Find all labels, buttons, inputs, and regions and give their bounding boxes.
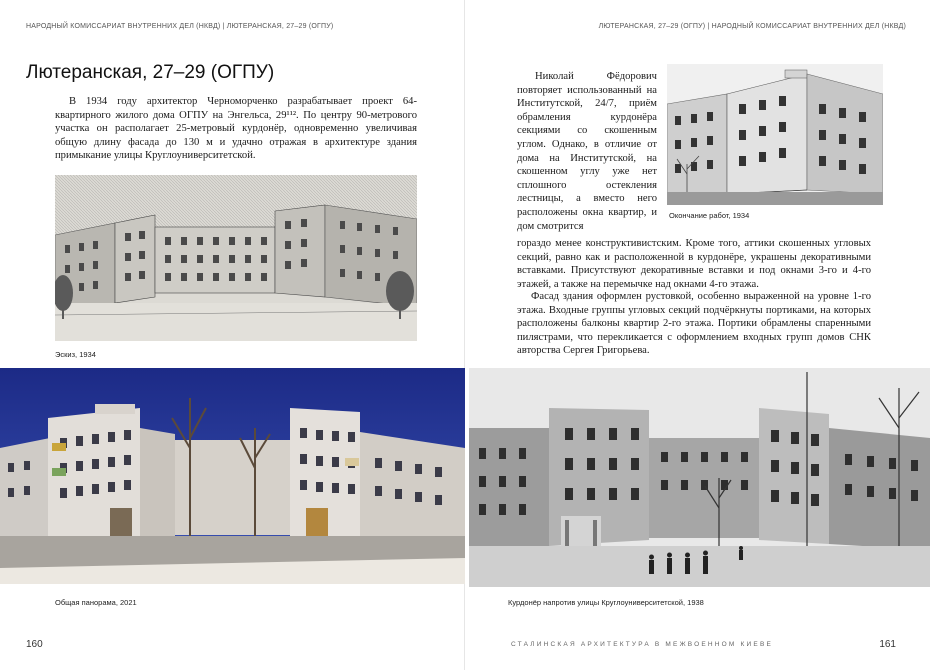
panorama-caption: Общая панорама, 2021 — [55, 598, 137, 607]
right-paragraph-1-continued: гораздо менее конструктивистским. Кроме того, аттики скошенных угловых секций, равно как и расположенной в курдонёре, украшены декоративными вставками. Присутствуют декоративные вставки и под окнами 3-го и 4-го этажей, а также на перемычке над окнами 4-го этажа. — [517, 238, 871, 290]
panorama-2021-image — [0, 368, 465, 584]
left-page-number: 160 — [26, 639, 43, 650]
right-paragraph-1-wrapped: Николай Фёдорович повторяет использованный на Институтской, 24/7, приём обрамления курдонёра секциями со скошенным углом. Однако, в отличие от дома на Институтской, на скошенном углу уже нет сплошного остекления лестницы, а вместо него расположены окна квартир, и дом смотрится — [517, 71, 657, 232]
section-title: Лютеранская, 27–29 (ОГПУ) — [26, 62, 275, 83]
sketch-1934-image — [55, 175, 417, 341]
right-page-number: 161 — [879, 639, 896, 650]
completion-caption: Окончание работ, 1934 — [669, 211, 750, 220]
courtyard-caption: Курдонёр напротив улицы Круглоуниверситетской, 1938 — [508, 598, 704, 607]
left-running-head: НАРОДНЫЙ КОМИССАРИАТ ВНУТРЕННИХ ДЕЛ (НКВД) | ЛЮТЕРАНСКАЯ, 27–29 (ОГПУ) — [26, 23, 334, 30]
right-running-head: ЛЮТЕРАНСКАЯ, 27–29 (ОГПУ) | НАРОДНЫЙ КОМИССАРИАТ ВНУТРЕННИХ ДЕЛ (НКВД) — [598, 23, 906, 30]
courtyard-1938-image — [469, 368, 930, 587]
left-paragraph: В 1934 году архитектор Черноморченко разрабатывает проект 64-квартирного жилого дома ОГПУ на Энгельса, 29¹¹². По центру 90-метрового участка он располагает 25-метровый курдонёр, одновременно увеличивая общую длину фасада до 130 м и удачно отражая в архитектуре здания примыкание улицы Круглоуниверситетской. — [55, 96, 417, 162]
sketch-caption: Эскиз, 1934 — [55, 350, 96, 359]
right-paragraph-2: Фасад здания оформлен рустовкой, особенно выраженной на уровне 1-го этажа. Входные группы угловых секций подчёркнуты портиками, на которых расположены балконы квартир 2-го этажа. Портики обрамлены спаренными пилястрами, что перекликается с оформлением входных групп домов СНК авторства Сергея Григорьева. — [517, 291, 871, 357]
book-title-footer: СТАЛИНСКАЯ АРХИТЕКТУРА В МЕЖВОЕННОМ КИЕВЕ — [511, 641, 774, 648]
completion-1934-image — [667, 64, 883, 205]
right-page — [465, 0, 930, 670]
